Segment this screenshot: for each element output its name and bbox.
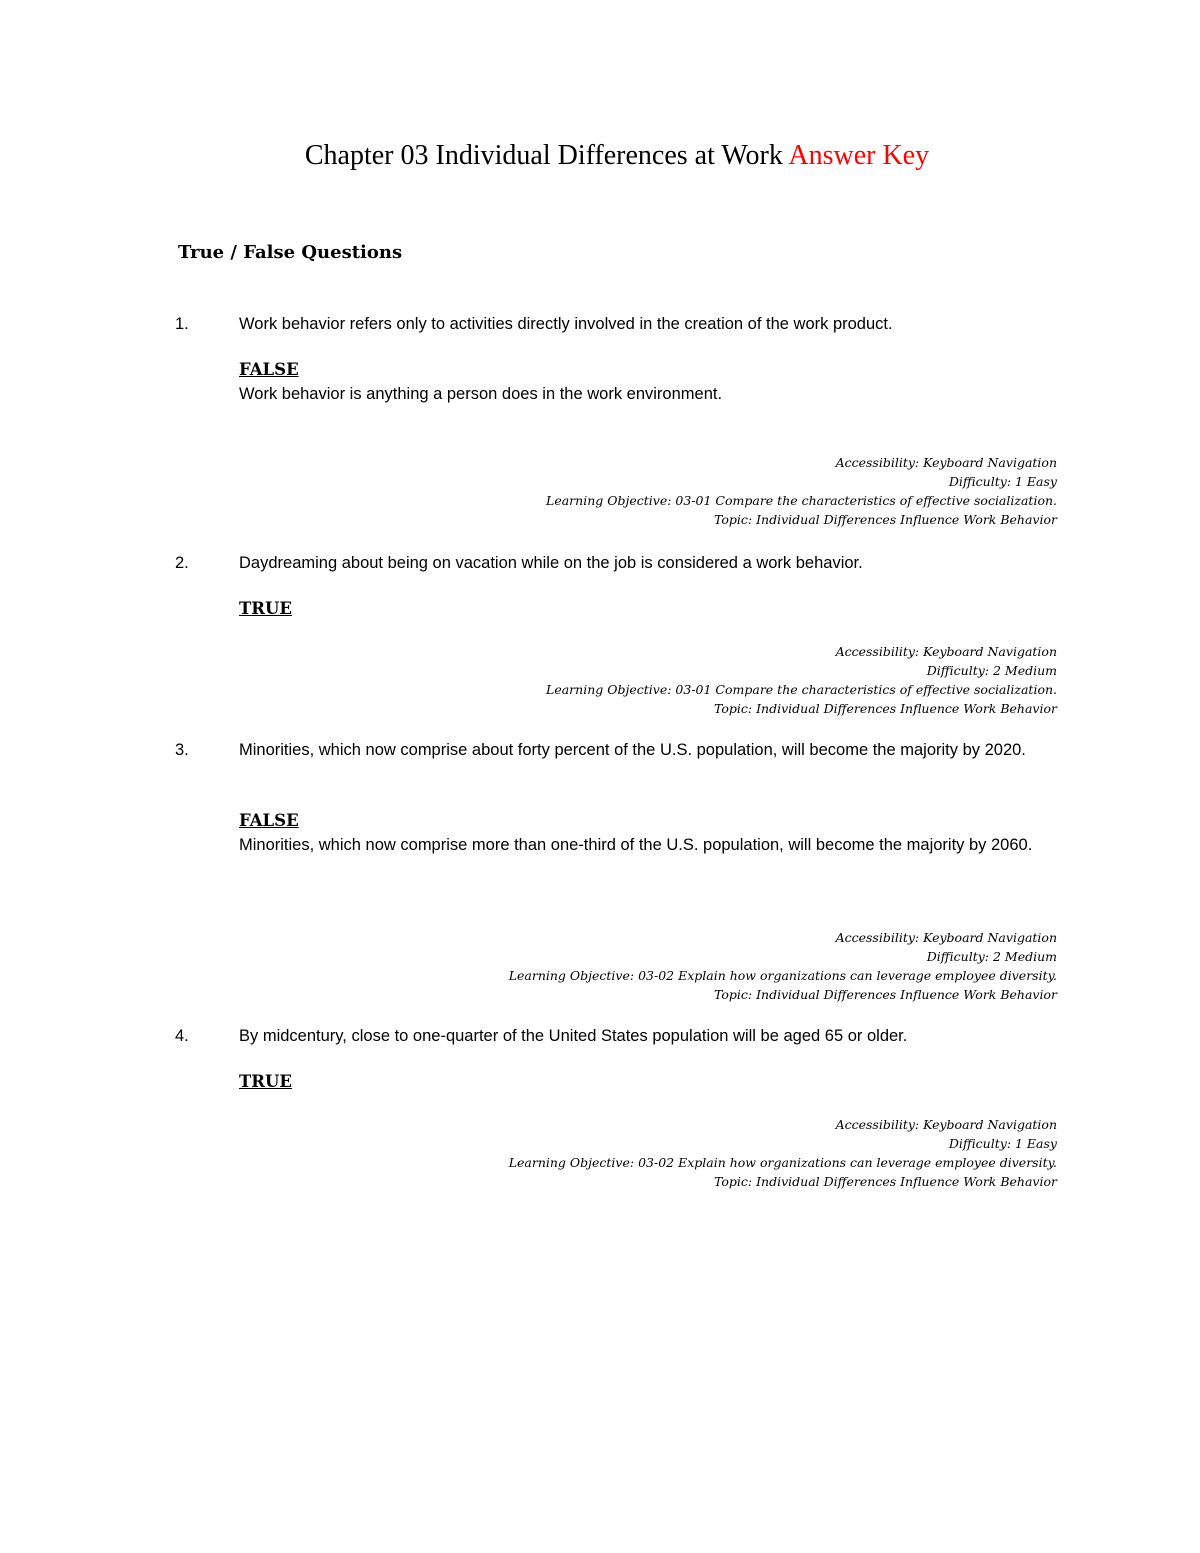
answer-explanation: Minorities, which now comprise more than one-third of the U.S. population, will become the majority by 2060. xyxy=(239,836,1033,854)
question-metadata xyxy=(400,928,1057,1004)
meta-difficulty: Difficulty: 2 Medium xyxy=(926,663,1057,678)
meta-learning-objective: Learning Objective: 03-01 Compare the characteristics of effective socialization. xyxy=(546,682,1057,697)
question-metadata xyxy=(400,1115,1057,1191)
page-title xyxy=(0,138,1200,174)
meta-accessibility: Accessibility: Keyboard Navigation xyxy=(835,930,1057,945)
meta-topic: Topic: Individual Differences Influence Work Behavior xyxy=(714,701,1057,716)
question-number: 3. xyxy=(175,741,189,759)
answer-label: FALSE xyxy=(239,360,299,379)
question-text: Minorities, which now comprise about forty percent of the U.S. population, will become the majority by 2020. xyxy=(239,741,1026,759)
meta-learning-objective: Learning Objective: 03-02 Explain how organizations can leverage employee diversity. xyxy=(508,968,1057,983)
question-number: 2. xyxy=(175,554,189,572)
section-heading: True / False Questions xyxy=(178,242,403,263)
question-number: 4. xyxy=(175,1027,189,1045)
title-main: Chapter 03 Individual Differences at Work xyxy=(304,140,783,171)
meta-accessibility: Accessibility: Keyboard Navigation xyxy=(835,644,1057,659)
answer-label: TRUE xyxy=(239,599,292,618)
answer-label: TRUE xyxy=(239,1072,292,1091)
meta-difficulty: Difficulty: 1 Easy xyxy=(948,1136,1057,1151)
meta-accessibility: Accessibility: Keyboard Navigation xyxy=(835,455,1057,470)
question-text: By midcentury, close to one-quarter of the United States population will be aged 65 or older. xyxy=(239,1027,908,1045)
meta-accessibility: Accessibility: Keyboard Navigation xyxy=(835,1117,1057,1132)
meta-difficulty: Difficulty: 1 Easy xyxy=(948,474,1057,489)
question-text: Work behavior refers only to activities directly involved in the creation of the work product. xyxy=(239,315,893,333)
question-metadata xyxy=(400,642,1057,718)
question-metadata xyxy=(400,453,1057,529)
meta-learning-objective: Learning Objective: 03-02 Explain how organizations can leverage employee diversity. xyxy=(508,1155,1057,1170)
answer-label: FALSE xyxy=(239,811,299,830)
question-text: Daydreaming about being on vacation while on the job is considered a work behavior. xyxy=(239,554,863,572)
meta-topic: Topic: Individual Differences Influence Work Behavior xyxy=(714,1174,1057,1189)
meta-learning-objective: Learning Objective: 03-01 Compare the characteristics of effective socialization. xyxy=(546,493,1057,508)
answer-explanation: Work behavior is anything a person does in the work environment. xyxy=(239,385,723,403)
title-accent: Answer Key xyxy=(788,140,930,171)
meta-topic: Topic: Individual Differences Influence Work Behavior xyxy=(714,987,1057,1002)
meta-topic: Topic: Individual Differences Influence Work Behavior xyxy=(714,512,1057,527)
question-number: 1. xyxy=(175,315,189,333)
meta-difficulty: Difficulty: 2 Medium xyxy=(926,949,1057,964)
